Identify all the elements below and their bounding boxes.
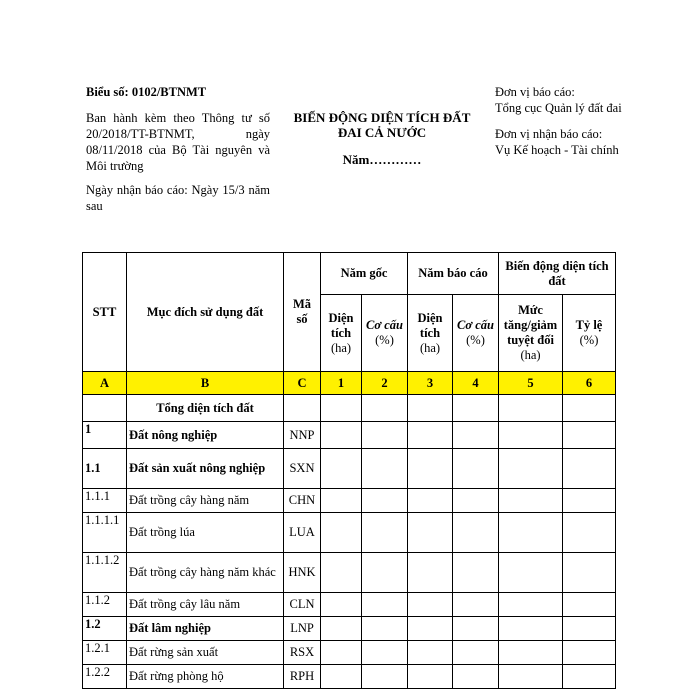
table-row: 1.1.1.1 Đất trồng lúa LUA [83, 513, 616, 553]
col-structure-base-header: Cơ cấu (%) [362, 295, 408, 372]
col-base-year-header: Năm gốc [321, 253, 408, 295]
col-change-header: Biến động diện tích đất [499, 253, 616, 295]
row-name: Đất trồng cây lâu năm [127, 593, 284, 617]
table-row: 1.2 Đất lâm nghiệp LNP [83, 617, 616, 641]
receive-date-text: Ngày nhận báo cáo: Ngày 15/3 năm sau [86, 183, 270, 213]
header-left-block [86, 84, 270, 214]
table-row: 1.1.1 Đất trồng cây hàng năm CHN [83, 489, 616, 513]
col-area-base-header: Diện tích (ha) [321, 295, 362, 372]
table-row: 1.1 Đất sản xuất nông nghiệp SXN [83, 449, 616, 489]
row-name: Tổng diện tích đất [127, 395, 284, 422]
receiving-unit-label: Đơn vị nhận báo cáo: [495, 127, 603, 141]
col-abs-change-header: Mức tăng/giảm tuyệt đối (ha) [499, 295, 563, 372]
header-right-block [495, 84, 655, 158]
label-c: C [284, 372, 321, 395]
title-block [284, 110, 480, 168]
label-4: 4 [453, 372, 499, 395]
table-row: 1 Đất nông nghiệp NNP [83, 422, 616, 449]
table-row [83, 395, 616, 422]
label-1: 1 [321, 372, 362, 395]
reporting-unit-label: Đơn vị báo cáo: [495, 85, 575, 99]
label-3: 3 [408, 372, 453, 395]
col-purpose-header: Mục đích sử dụng đất [127, 253, 284, 372]
receiving-unit: Vụ Kế hoạch - Tài chính [495, 143, 619, 157]
table-row: 1.1.1.2 Đất trồng cây hàng năm khác HNK [83, 553, 616, 593]
table-row: 1.1.2 Đất trồng cây lâu năm CLN [83, 593, 616, 617]
col-stt-header: STT [83, 253, 127, 372]
col-ratio-header: Tỷ lệ (%) [563, 295, 616, 372]
land-area-table [82, 252, 616, 689]
issued-with-text: Ban hành kèm theo Thông tư số 20/2018/TT-BTNMT, ngày 08/11/2018 của Bộ Tài nguyên và Môi trường [86, 111, 270, 173]
label-6: 6 [563, 372, 616, 395]
document-title: BIẾN ĐỘNG DIỆN TÍCH ĐẤT ĐAI CẢ NƯỚC [293, 110, 471, 140]
column-label-row [83, 372, 616, 395]
row-name: Đất rừng phòng hộ [127, 665, 284, 689]
form-number: Biểu số: 0102/BTNMT [86, 85, 207, 99]
row-name: Đất rừng sản xuất [127, 641, 284, 665]
reporting-unit: Tổng cục Quản lý đất đai [495, 101, 622, 115]
col-structure-report-header: Cơ cấu (%) [453, 295, 499, 372]
table-row: 1.2.2 Đất rừng phòng hộ RPH [83, 665, 616, 689]
row-name: Đất trồng cây hàng năm khác [127, 553, 284, 593]
row-name: Đất lâm nghiệp [127, 617, 284, 641]
row-name: Đất nông nghiệp [127, 422, 284, 449]
col-code-header: Mã số [284, 253, 321, 372]
label-a: A [83, 372, 127, 395]
label-b: B [127, 372, 284, 395]
col-report-year-header: Năm báo cáo [408, 253, 499, 295]
row-name: Đất trồng lúa [127, 513, 284, 553]
year-line: Năm………… [342, 152, 422, 167]
col-area-report-header: Diện tích (ha) [408, 295, 453, 372]
row-name: Đất sản xuất nông nghiệp [127, 449, 284, 489]
label-2: 2 [362, 372, 408, 395]
label-5: 5 [499, 372, 563, 395]
row-name: Đất trồng cây hàng năm [127, 489, 284, 513]
table-row: 1.2.1 Đất rừng sản xuất RSX [83, 641, 616, 665]
